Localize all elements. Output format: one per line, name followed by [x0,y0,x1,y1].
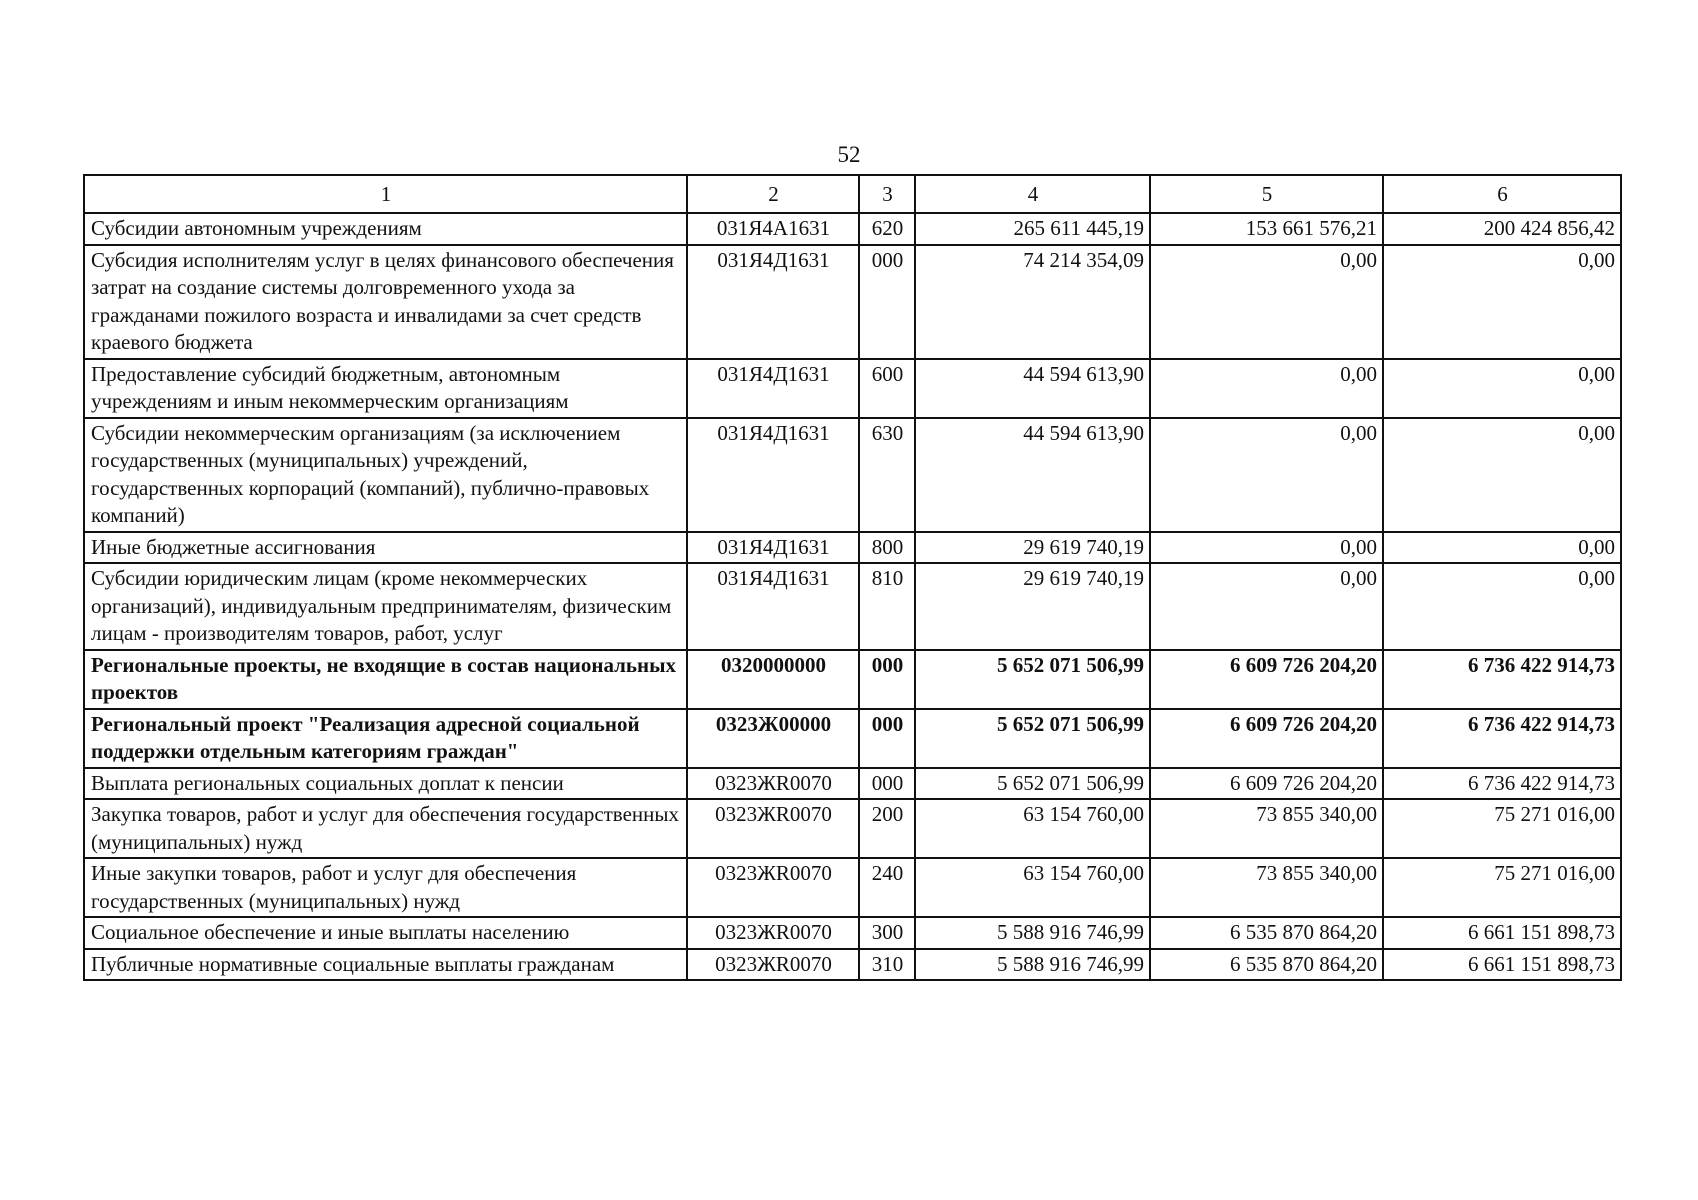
row-code-cell: 0323ЖR0070 [687,917,859,949]
row-value-col5: 73 855 340,00 [1150,858,1383,917]
row-code-cell: 0323ЖR0070 [687,799,859,858]
header-row [84,175,1621,213]
row-value-col4: 5 588 916 746,99 [915,949,1150,981]
row-value-col6: 6 661 151 898,73 [1383,949,1621,981]
table-row [84,650,1621,709]
row-type-cell: 000 [859,650,915,709]
row-type-cell: 630 [859,418,915,532]
table-body [84,175,1621,980]
row-code-cell: 0320000000 [687,650,859,709]
row-value-col5: 6 535 870 864,20 [1150,917,1383,949]
row-type-cell: 300 [859,917,915,949]
row-value-col6: 0,00 [1383,532,1621,564]
table-row [84,245,1621,359]
row-type-cell: 000 [859,245,915,359]
row-name-cell: Региональные проекты, не входящие в состав национальных проектов [84,650,687,709]
table-row [84,213,1621,245]
table-row [84,359,1621,418]
row-type-cell: 600 [859,359,915,418]
table-row [84,799,1621,858]
row-value-col6: 6 736 422 914,73 [1383,709,1621,768]
row-value-col4: 74 214 354,09 [915,245,1150,359]
row-code-cell: 031Я4Д1631 [687,245,859,359]
row-value-col5: 0,00 [1150,359,1383,418]
row-type-cell: 000 [859,709,915,768]
row-name-cell: Субсидия исполнителям услуг в целях финансового обеспечения затрат на создание системы долговременного ухода за гражданами пожилого возраста и инвалидами за счет средств краевого бюджета [84,245,687,359]
row-value-col4: 29 619 740,19 [915,563,1150,650]
table-row [84,768,1621,800]
row-value-col6: 0,00 [1383,418,1621,532]
table-row [84,418,1621,532]
row-value-col4: 5 652 071 506,99 [915,768,1150,800]
row-value-col5: 153 661 576,21 [1150,213,1383,245]
row-type-cell: 000 [859,768,915,800]
row-code-cell: 031Я4Д1631 [687,359,859,418]
row-code-cell: 0323ЖR0070 [687,949,859,981]
header-cell-3: 3 [859,175,915,213]
row-name-cell: Субсидии юридическим лицам (кроме некоммерческих организаций), индивидуальным предпринимателям, физическим лицам - производителям товаров, работ, услуг [84,563,687,650]
row-value-col6: 200 424 856,42 [1383,213,1621,245]
header-cell-6: 6 [1383,175,1621,213]
row-value-col4: 265 611 445,19 [915,213,1150,245]
row-code-cell: 0323ЖR0070 [687,768,859,800]
table-row [84,949,1621,981]
row-value-col6: 0,00 [1383,245,1621,359]
row-value-col4: 5 588 916 746,99 [915,917,1150,949]
row-value-col5: 73 855 340,00 [1150,799,1383,858]
row-value-col5: 0,00 [1150,245,1383,359]
row-type-cell: 310 [859,949,915,981]
row-value-col6: 75 271 016,00 [1383,858,1621,917]
row-value-col4: 44 594 613,90 [915,359,1150,418]
row-type-cell: 200 [859,799,915,858]
row-name-cell: Предоставление субсидий бюджетным, автономным учреждениям и иным некоммерческим организациям [84,359,687,418]
page-number: 52 [837,142,861,167]
row-name-cell: Закупка товаров, работ и услуг для обеспечения государственных (муниципальных) нужд [84,799,687,858]
row-value-col6: 0,00 [1383,359,1621,418]
header-cell-1: 1 [84,175,687,213]
header-cell-2: 2 [687,175,859,213]
row-name-cell: Социальное обеспечение и иные выплаты населению [84,917,687,949]
table-row [84,917,1621,949]
row-value-col5: 6 609 726 204,20 [1150,768,1383,800]
row-value-col5: 6 535 870 864,20 [1150,949,1383,981]
row-value-col4: 29 619 740,19 [915,532,1150,564]
header-cell-4: 4 [915,175,1150,213]
table-row [84,563,1621,650]
row-value-col6: 6 736 422 914,73 [1383,650,1621,709]
row-code-cell: 031Я4Д1631 [687,563,859,650]
row-code-cell: 0323Ж00000 [687,709,859,768]
row-value-col4: 63 154 760,00 [915,799,1150,858]
row-value-col5: 0,00 [1150,563,1383,650]
row-type-cell: 620 [859,213,915,245]
row-value-col4: 63 154 760,00 [915,858,1150,917]
row-name-cell: Иные закупки товаров, работ и услуг для обеспечения государственных (муниципальных) нужд [84,858,687,917]
row-value-col6: 6 661 151 898,73 [1383,917,1621,949]
row-name-cell: Выплата региональных социальных доплат к пенсии [84,768,687,800]
table-row [84,532,1621,564]
row-name-cell: Иные бюджетные ассигнования [84,532,687,564]
budget-table [83,174,1622,981]
row-code-cell: 0323ЖR0070 [687,858,859,917]
row-type-cell: 810 [859,563,915,650]
table-row [84,858,1621,917]
row-code-cell: 031Я4Д1631 [687,532,859,564]
row-name-cell: Субсидии некоммерческим организациям (за исключением государственных (муниципальных) учреждений, государственных корпораций (компаний), публично-правовых компаний) [84,418,687,532]
row-value-col5: 6 609 726 204,20 [1150,650,1383,709]
table-row [84,709,1621,768]
row-value-col6: 6 736 422 914,73 [1383,768,1621,800]
row-value-col6: 0,00 [1383,563,1621,650]
row-value-col5: 0,00 [1150,418,1383,532]
row-name-cell: Субсидии автономным учреждениям [84,213,687,245]
header-cell-5: 5 [1150,175,1383,213]
row-value-col4: 5 652 071 506,99 [915,650,1150,709]
row-value-col5: 6 609 726 204,20 [1150,709,1383,768]
row-code-cell: 031Я4А1631 [687,213,859,245]
row-code-cell: 031Я4Д1631 [687,418,859,532]
row-value-col4: 5 652 071 506,99 [915,709,1150,768]
row-value-col5: 0,00 [1150,532,1383,564]
row-type-cell: 800 [859,532,915,564]
row-type-cell: 240 [859,858,915,917]
row-value-col6: 75 271 016,00 [1383,799,1621,858]
row-name-cell: Региональный проект "Реализация адресной социальной поддержки отдельным категориям граждан" [84,709,687,768]
row-value-col4: 44 594 613,90 [915,418,1150,532]
row-name-cell: Публичные нормативные социальные выплаты гражданам [84,949,687,981]
